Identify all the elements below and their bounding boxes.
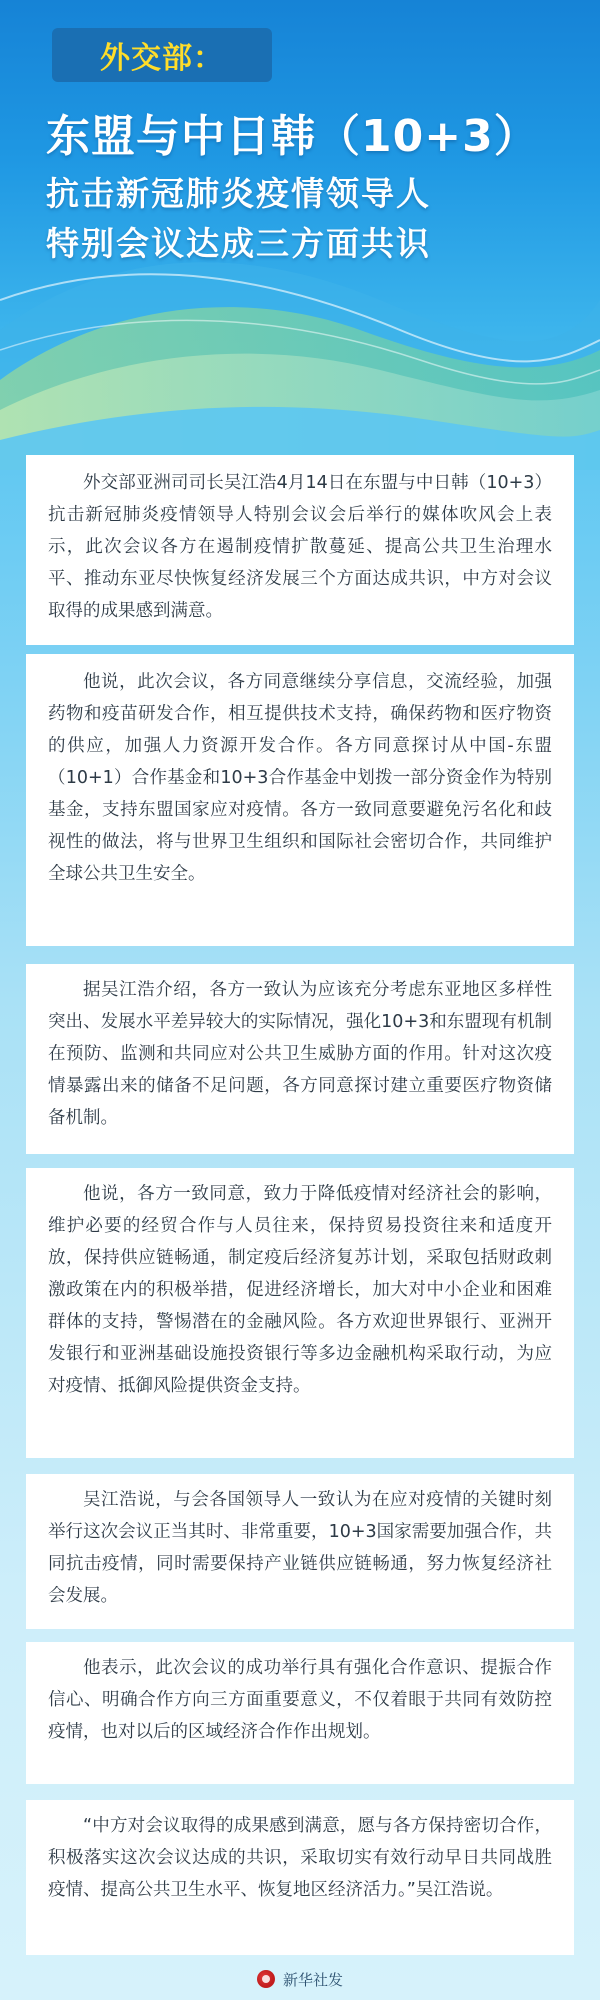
paragraph-4: 他说，各方一致同意，致力于降低疫情对经济社会的影响，维护必要的经贸合作与人员往来，保持贸易投资往来和适度开放，保持供应链畅通，制定疫后经济复苏计划，采取包括财政刺激政策在内的积极举措，促进经济增长，加大对中小企业和困难群体的支持，警惕潜在的金融风险。各方欢迎世界银行、亚洲开发银行和亚洲基础设施投资银行等多边金融机构采取行动，为应对疫情、抵御风险提供资金支持。: [48, 1184, 552, 1396]
paragraph-card-1: [26, 455, 574, 645]
paragraph-3: 据吴江浩介绍，各方一致认为应该充分考虑东亚地区多样性突出、发展水平差异较大的实际情况，强化10+3和东盟现有机制在预防、监测和共同应对公共卫生威胁方面的作用。针对这次疫情暴露出来的储备不足问题，各方同意探讨建立重要医疗物资储备机制。: [48, 980, 552, 1128]
footer-source: [0, 1964, 600, 1994]
paragraph-card-2: [26, 654, 574, 946]
paragraph-card-7: [26, 1800, 574, 1955]
paragraph-card-6: [26, 1642, 574, 1784]
paragraph-2: 他说，此次会议，各方同意继续分享信息，交流经验，加强药物和疫苗研发合作，相互提供技术支持，确保药物和医疗物资的供应，加强人力资源开发合作。各方同意探讨从中国-东盟（10+1）合作基金和10+3合作基金中划拨一部分资金作为特别基金，支持东盟国家应对疫情。各方一致同意要避免污名化和歧视性的做法，将与世界卫生组织和国际社会密切合作，共同维护全球公共卫生安全。: [48, 672, 552, 884]
paragraph-7: “中方对会议取得的成果感到满意，愿与各方保持密切合作，积极落实这次会议达成的共识，采取切实有效行动早日共同战胜疫情、提高公共卫生水平、恢复地区经济活力。”吴江浩说。: [48, 1816, 552, 1900]
paragraph-6: 他表示，此次会议的成功举行具有强化合作意识、提振合作信心、明确合作方向三方面重要意义，不仅着眼于共同有效防控疫情，也对以后的区域经济合作作出规划。: [48, 1658, 552, 1742]
paragraph-1: 外交部亚洲司司长吴江浩4月14日在东盟与中日韩（10+3）抗击新冠肺炎疫情领导人特别会议会后举行的媒体吹风会上表示，此次会议各方在遏制疫情扩散蔓延、提高公共卫生治理水平、推动东亚尽快恢复经济发展三个方面达成共识，中方对会议取得的成果感到满意。: [48, 473, 552, 621]
paragraph-card-4: [26, 1168, 574, 1458]
ministry-badge: 外交部：: [52, 28, 272, 82]
header-banner: [0, 0, 600, 470]
paragraph-5: 吴江浩说，与会各国领导人一致认为在应对疫情的关键时刻举行这次会议正当其时、非常重要，10+3国家需要加强合作，共同抗击疫情，同时需要保持产业链供应链畅通，努力恢复经济社会发展。: [48, 1490, 552, 1606]
title-line-3: 特别会议达成三方面共识: [46, 224, 431, 263]
title-line-1: 东盟与中日韩（10+3）: [46, 111, 539, 162]
xinhua-logo-icon: [257, 1970, 275, 1988]
source-label: 新华社发: [282, 1970, 343, 1989]
paragraph-card-3: [26, 964, 574, 1154]
title-line-2: 抗击新冠肺炎疫情领导人: [46, 174, 431, 213]
paragraph-card-5: [26, 1474, 574, 1629]
